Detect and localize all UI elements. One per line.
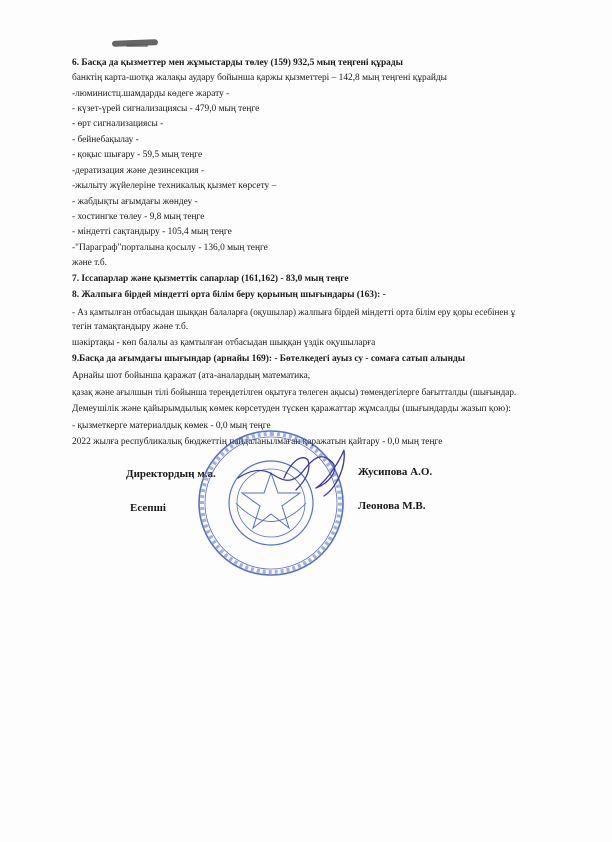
- text-line: - міндетті сақтандыру - 105,4 мың теңге: [72, 227, 232, 237]
- text-line: қазақ және ағылшын тілі бойынша тереңдетілген оқытуға төлеген ақысы) төмендегілерге бағытталды (шығындар.: [72, 387, 517, 397]
- text-line: - күзет-үрей сигнализациясы - 479,0 мың теңге: [72, 104, 260, 114]
- text-line: банктің карта-шотқа жалақы аудару бойынша қаржы қызметтері – 142,8 мың теңгені құрайды: [72, 73, 447, 83]
- section-9-heading: 9.Басқа да ағымдағы шығындар (арнайы 169): - Бөтелкедегі ауыз су - сомаға сатып алынды: [72, 354, 466, 364]
- text-line: - бейнебақылау -: [72, 135, 139, 145]
- text-line: -дератизация және дезинсекция -: [72, 166, 205, 176]
- text-line: Демеушілік және қайырымдылық көмек көрсетуден түскен қаражаттар жұмсалды (шығындарды жазып қою):: [72, 404, 511, 414]
- section-7-heading: 7. Іссапарлар және қызметтік сапарлар (161,162) - 83,0 мың теңге: [72, 274, 349, 284]
- section-6-heading: 6. Басқа да қызметтер мен жұмыстарды төлеу (159) 932,5 мың теңгені құрады: [72, 58, 403, 68]
- text-line: -люминистц.шамдарды көдеге жарату -: [72, 89, 230, 99]
- text-line: 2022 жылға республикалық бюджеттің пайдаланылмаған қаражатын қайтару - 0,0 мың теңге: [72, 437, 443, 447]
- director-label: Директордың м.а.: [126, 468, 216, 480]
- text-line: тегін тамақтандыру және т.б.: [72, 322, 189, 332]
- accountant-label: Есепші: [130, 502, 166, 514]
- text-line: -жылыту жүйелеріне техникалық қызмет көрсету –: [72, 181, 277, 191]
- signature-stroke: [284, 458, 309, 490]
- text-line: Арнайы шот бойынша қаражат (ата-аналардың математика,: [72, 371, 311, 381]
- director-name: Жусипова А.О.: [358, 466, 433, 478]
- handwritten-signature: [232, 440, 362, 510]
- accountant-name: Леонова М.В.: [358, 500, 426, 512]
- text-line: және т.б.: [72, 258, 108, 268]
- text-line: - қызметкерге материалдық көмек - 0,0 мың теңге: [72, 421, 271, 431]
- text-line: - қоқыс шығару - 59,5 мың теңге: [72, 150, 203, 160]
- section-8-heading: 8. Жалпыға бірдей міндетті орта білім беру қорының шығындары (163): -: [72, 290, 386, 300]
- text-line: - Аз қамтылған отбасыдан шыққан балаларға (оқушылар) жалпыға бірдей міндетті орта білім еру қоры есебінен ұ: [72, 307, 516, 317]
- text-line: шәкіртақы - көп балалы аз қамтылған отбасыдан шыққан үздік оқушыларға: [72, 338, 376, 348]
- text-line: -"Параграф"порталына қосылу - 136,0 мың теңге: [72, 243, 268, 253]
- text-line: - жабдықты ағымдағы жөндеу -: [72, 197, 198, 207]
- text-line: - өрт сигнализациясы -: [72, 119, 164, 129]
- text-line: - хостингке төлеу - 9,8 мың теңге: [72, 212, 205, 222]
- scan-mark: [126, 44, 148, 47]
